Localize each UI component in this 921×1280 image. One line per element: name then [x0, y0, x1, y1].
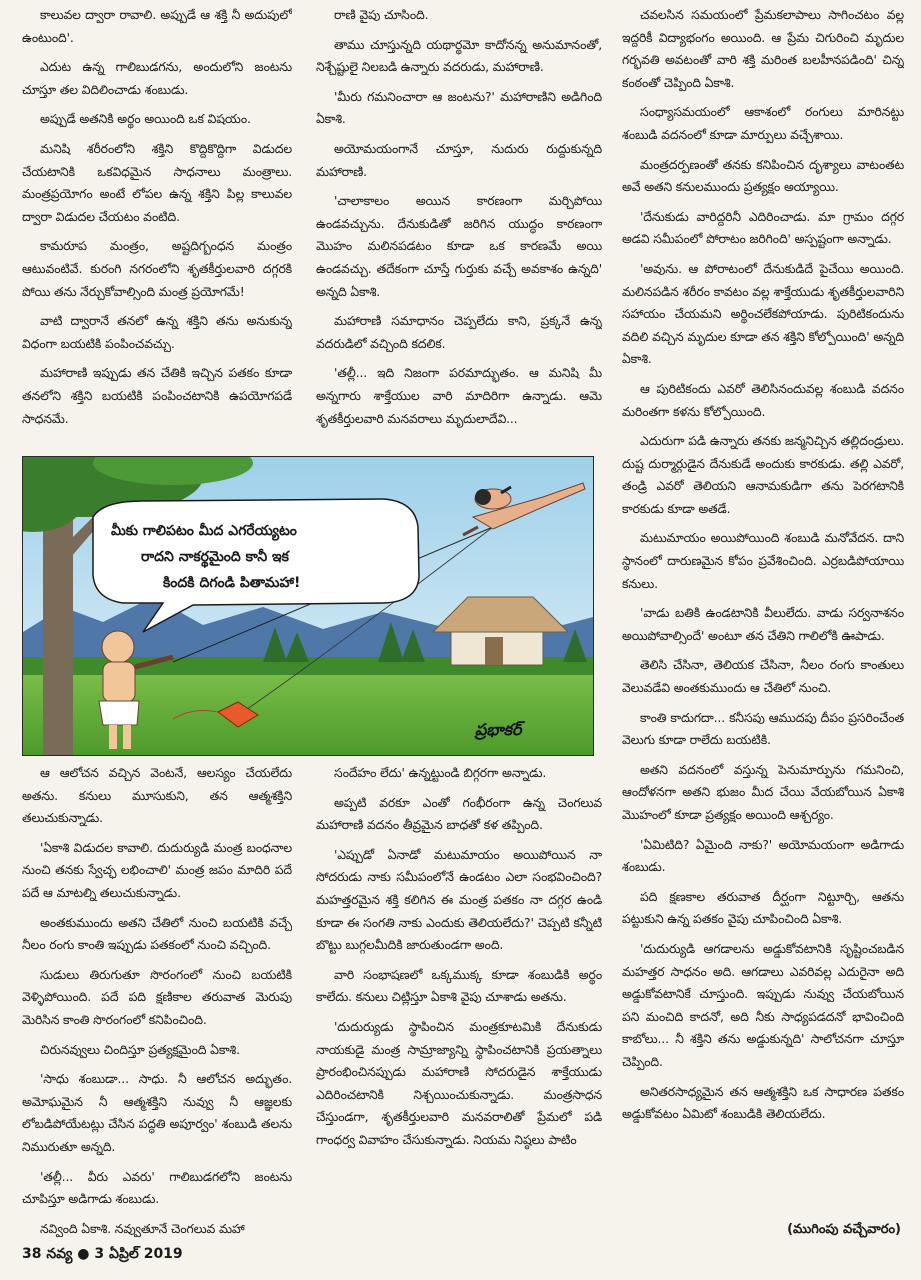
paragraph: అప్పటి వరకూ ఎంతో గంభీరంగా ఉన్న చెంగలువ మహారాణి వదనం తీవ్రమైన బాధతో కళ తప్పింది.	[316, 794, 602, 833]
article-column-5	[316, 762, 602, 1242]
paragraph: నవ్వింది ఏకాశి. నవ్వుతూనే చెంగలువ మహా	[40, 1220, 245, 1236]
paragraph: ఆ పురిటికందు ఎవరో తెలిసినందువల్ల శంబుడి వదనం మరింతగా కళను కోల్పోయింది.	[622, 380, 904, 419]
paragraph: 'వాడు బతికి ఉండటానికి వీలులేదు. వాడు సర్వనాశనం అయిపోవాల్సిందే' అంటూ తన చేతిని గాలిలోకి ఊపాడు.	[622, 605, 904, 643]
paragraph: తెలిసి చేసినా, తెలియక చేసినా, నీలం రంగు కాంతులు వెలువడేవి అంతకుముందు ఆ చేతిలో నుంచి.	[622, 657, 904, 696]
paragraph: 'ఏకాశి విడుదల కావాలి. దుదుర్యుడి మంత్ర బంధనాల నుంచి తనకు స్వేచ్ఛ లభించాలి' మంత్ర జపం మాదిరి పదే పదే ఆ మాటల్ని తలుచుకున్నాడు.	[22, 839, 292, 900]
paragraph: ఎదుట ఉన్న గాలిబుడగను, అందులోని జంటను చూస్తూ తల విదిలించాడు శంబుడు.	[22, 59, 292, 97]
page-footer	[22, 1246, 183, 1265]
paragraph: సంధ్యాసమయంలో ఆకాశంలో రంగులు మారినట్టు శంబుడి వదనంలో కూడా మార్పులు వచ్చేశాయి.	[622, 104, 904, 142]
paragraph: మంత్రదర్పణంతో తనకు కనిపించిన దృశ్యాలు వాటంతట అవే అతని కనులముందు ప్రత్యక్షం అయ్యాయి.	[622, 156, 904, 195]
paragraph: వారి సంభాషణలో ఒక్కముక్క కూడా శంబుడికి అర్థం కాలేదు. కనులు చిట్లిస్తూ ఏకాశి వైపు చూశాడు అతను.	[316, 966, 602, 1005]
paragraph: సుడులు తిరుగుతూ సొరంగంలో నుంచి బయటికి వెళ్ళిపోయింది. పదే పది క్షణికాల తరువాత మెరుపు మెరిసిన కాంతి సొరంగంలో కనిపించింది.	[22, 966, 292, 1027]
paragraph: చవలసిన సమయంలో ప్రేమకలాపాలు సాగించటం వల్ల ఇద్దరికీ విద్యాభంగం అయింది. ఆ ప్రేమ చిగురించి మృదుల గర్భవతి అవటంతో వారి శక్తి మరింత బలహీనపడింది' చిన్న కంఠంతో చెప్పింది ఏకాశి.	[622, 7, 904, 90]
paragraph: కాంతి కాదుగదా... కనీసపు ఆముదపు దీపం ప్రసరించేంత వెలుగు కూడా రాలేదు బయటికి.	[622, 709, 904, 748]
paragraph: మనిషి శరీరంలోని శక్తిని కొద్దికొద్దిగా విడుదల చేయటానికి ఒకవిధమైన సాధనాలు మంత్రాలు. మంత్రప్రయోగం అంటే లోపల ఉన్న శక్తిని పిల్ల కాలువల ద్వారా విడుదల చేయటం వంటిది.	[22, 140, 292, 224]
footer-dot: ●	[77, 1246, 90, 1262]
article-column-1	[22, 4, 292, 452]
paragraph: తాము చూస్తున్నది యథార్థమో కాదోనన్న అనుమానంతో, నిశ్చేష్టులై నిలబడి ఉన్నారు వదరుడు, మహారాణి.	[316, 36, 602, 75]
issue-date: 3 ఏప్రిల్ 2019	[94, 1246, 183, 1262]
paragraph: 'తల్లీ... ఇది నిజంగా పరమాద్భుతం. ఆ మనిషి మీ అన్నగారు శాక్తేయుల వారి మాదిరిగా ఉన్నాడు. ఆమె శృతకీర్తులవారి మనవరాలు మృదులాదేవి...	[316, 365, 602, 426]
bubble-line-3: కిందకి దిగండి పితామహా!	[163, 575, 301, 591]
magazine-name: నవ్య	[46, 1246, 73, 1262]
paragraph: అంతకుముందు అతని చేతిలో నుంచి బయటికి వచ్చే నీలం రంగు కాంతి ఇప్పుడు పతకంలో నుంచి వచ్చింది.	[22, 914, 292, 953]
paragraph: రాణి వైపు చూసింది.	[334, 7, 429, 22]
paragraph: మహారాణి ఇప్పుడు తన చేతికి ఇచ్చిన పతకం కూడా తనలోని శక్తిని బయటికి పంపించటానికి ఉపయోగపడే సాధనమే.	[22, 365, 292, 426]
paragraph: 'చాలాకాలం అయిన కారణంగా మర్చిపోయి ఉండవచ్చును. దేనుకుడితో జరిగిన యుద్ధం కారణంగా మొహం మలినపడటం కూడా ఒక కారణమే అయి ఉండవచ్చు. తదేకంగా చూస్తే గుర్తుకు వచ్చే అవకాశం ఉన్నది' అన్నది ఏకాశి.	[316, 193, 602, 299]
paragraph: ఆ ఆలోచన వచ్చిన వెంటనే, ఆలస్యం చేయలేదు అతను. కనులు మూసుకుని, తన ఆత్మశక్తిని తలుచుకున్నాడు.	[22, 765, 292, 826]
tree-trunk	[43, 497, 73, 755]
article-column-3	[622, 4, 904, 1260]
paragraph: మహారాణి సమాధానం చెప్పలేదు కాని, ప్రక్కనే ఉన్న వదరుడిలో వచ్చింది కదలిక.	[316, 313, 602, 351]
paragraph: 'దుదుర్యుడు స్థాపించిన మంత్రకూటమికి దేనుకుడు నాయకుడై మంత్ర సామ్రాజ్యాన్ని స్థాపించటానికి ప్రయత్నాలు ప్రారంభించినప్పుడు మహారాణి సోదరుడైన శాక్తేయుడు ఎదిరించటానికి నిశ్చయించుకున్నాడు. మంత్రసాధన చేస్తుండగా, శృతకీర్తులవారి మనవరాలితో ప్రేమలో పడి గాంధర్వ వివాహం చేసుకున్నాడు. నియమ నిష్ఠలు పాటిం	[316, 1018, 602, 1147]
bubble-line-2: రాదని నాకర్థమైంది కానీ ఇక	[141, 549, 289, 565]
paragraph: 'మీరు గమనించారా ఆ జంటను?' మహారాణిని అడిగింది ఏకాశి.	[316, 88, 602, 127]
paragraph: 'ఏమిటిది? ఏమైంది నాకు?' అయోమయంగా అడిగాడు శంబుడు.	[622, 836, 904, 875]
continued-note: (ముగింపు వచ్చేవారం)	[787, 1222, 901, 1237]
paragraph: 'ఎప్పుడో ఏనాడో మటుమాయం అయిపోయిన నా సోదరుడు నాకు సమీపంలోనే ఉండటం ఎలా సంభవించింది? మహత్తరమైన శక్తి కలిగిన ఈ మంత్ర పతకం నా దగ్గర ఉండి కూడా ఈ సంగతి నాకు ఎందుకు తెలియలేదు?' చెప్పటి కన్నీటి బొట్టు బుగ్గలమీదికి జారుతుండగా అంది.	[316, 846, 602, 953]
paragraph: 'దుదుర్యుడి ఆగడాలను అడ్డుకోవటానికి సృష్టించబడిన మహత్తర సాధనం అది. ఆగడాలు ఎవరివల్ల ఎదురైనా అది అడ్డుకోవటానికే చూస్తుంది. ఇప్పుడు నువ్వు చేయబోయిన పని మంచిది కాదనో, అది నీకు సాధ్యపడదనో భావించింది కాబోలు... నీ శక్తిని తను అడ్డుకున్నది' సాలోచనగా చూస్తూ చెప్పింది.	[622, 940, 904, 1069]
paragraph: మటుమాయం అయిపోయింది శంబుడి మనోవేదన. దాని స్థానంలో దారుణమైన కోపం ప్రవేశించింది. ఎర్రబడిపోయాయి కనులు.	[622, 530, 904, 591]
paragraph: 'సాధు శంబుడా... సాధు. నీ ఆలోచన అద్భుతం. అమోఘమైన నీ ఆత్మశక్తిని నువ్వు నీ ఆజ్ఞలకు లోబడిపోయేటట్లు చేసిన పద్ధతి అపూర్వం' శంబుడి తలను నిమురుతూ అన్నది.	[22, 1071, 292, 1154]
paragraph: చిరునవ్వులు చిందిస్తూ ప్రత్యక్షమైంది ఏకాశి.	[40, 1041, 240, 1057]
paragraph: ఎదురుగా పడి ఉన్నారు తనకు జన్మనిచ్చిన తల్లిదండ్రులు. దుష్ట దుర్మార్గుడైన దేనుకుడే అందుకు కారకుడు. తల్లి ఎవరో, తండ్రి ఎవరో తెలియని ఆనామకుడిగా తను పెరగటానికి కారకుడు కూడా అతడే.	[622, 433, 904, 516]
paragraph: కాలువల ద్వారా రావాలి. అప్పుడే ఆ శక్తి నీ అదుపులో ఉంటుంది'.	[22, 7, 292, 45]
bubble-line-1: మీకు గాలిపటం మీద ఎగరేయ్యటం	[111, 523, 297, 539]
paragraph: అయోమయంగానే చూస్తూ, నుదురు రుద్దుకున్నది మహారాణి.	[316, 140, 602, 179]
paragraph: కామరూప మంత్రం, అష్టదిగ్బంధన మంత్రం ఆటువంటివే. కురంగి నగరంలోని శృతకీర్తులవారి దగ్గరకి పోయి తను నేర్చుకోవాల్సింది మంత్ర ప్రయోగమే!	[22, 238, 292, 299]
page-number: 38	[22, 1246, 42, 1262]
paragraph: వాటి ద్వారానే తనలో ఉన్న శక్తిని తను అనుకున్న విధంగా బయటికి పంపించవచ్చు.	[22, 313, 292, 351]
artist-signature: ప్రభాకర్	[475, 720, 522, 739]
paragraph: అప్పుడే అతనికి అర్థం అయింది ఒక విషయం.	[40, 111, 251, 127]
article-column-4	[22, 762, 292, 1242]
article-column-2	[316, 4, 602, 452]
paragraph: అతని వదనంలో వస్తున్న పెనుమార్పును గమనించి, ఆందోళనగా అతని భుజం మీద చేయి వేయబోయిన ఏకాశి మొహంలో కూడా ప్రత్యక్షం అయింది ఆశ్చర్యం.	[622, 761, 904, 822]
cartoon-scene	[23, 457, 593, 755]
paragraph: 'తల్లీ... వీరు ఎవరు' గాలిబుడగలోని జంటను చూపిస్తూ అడిగాడు శంబుడు.	[22, 1168, 292, 1207]
paragraph: అనితరసాధ్యమైన తన ఆత్మశక్తిని ఒక సాధారణ పతకం అడ్డుకోవటం ఏమిటో శంబుడికి తెలియలేదు.	[622, 1083, 904, 1122]
cartoon-illustration	[22, 456, 594, 756]
paragraph: పది క్షణకాల తరువాత దీర్ఘంగా నిట్టూర్చి, ఆతను పట్టుకుని ఉన్న పతకం వైపు చూపించింది ఏకాశి.	[622, 888, 904, 927]
paragraph: 'దేనుకుడు వారిద్దరినీ ఎదిరించాడు. మా గ్రామం దగ్గర అడవి సమీపంలో పోరాటం జరిగింది' అస్పష్టంగా అన్నాడు.	[622, 208, 904, 247]
paragraph: 'అవును. ఆ పోరాటంలో దేనుకుడిదే పైచేయి అయింది. మలినపడిన శరీరం కావటం వల్ల శాక్తేయుడు శృతకీర్తులవారిని సహాయం చేయమని అర్థించలేకపోయాడు. పురిటికందును వదిలి వచ్చిన మృదుల కూడా తన శక్తిని కోల్పోయింది' అన్నది ఏకాశి.	[622, 260, 904, 367]
paragraph: సందేహం లేదు' ఉన్నట్టుండి బిగ్గరగా అన్నాడు.	[334, 765, 547, 780]
